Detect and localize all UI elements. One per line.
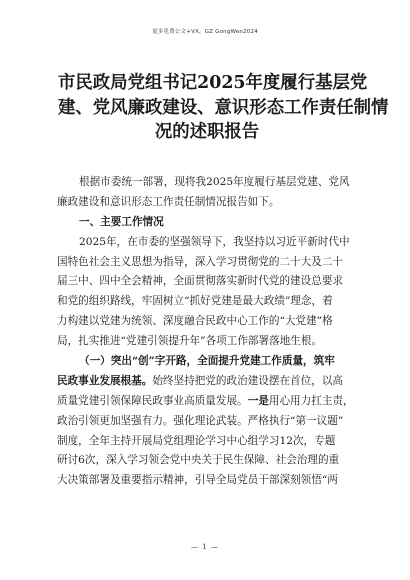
- subsection-1-line-2-text: 始终坚持把党的政治建设摆在首位，以高: [152, 374, 344, 387]
- paragraph-overview-line-4: 和党的组织路线，牢固树立“抓好党建是最大政绩”理念，着: [57, 295, 333, 308]
- subsection-heading-1-end: 民政事业发展根基。: [57, 374, 153, 387]
- subsection-1-line-7: 大决策部署及重要指示精神，引导全局党员干部深刻领悟“两: [57, 474, 338, 487]
- page-number: — 1 —: [191, 543, 219, 551]
- page-header-watermark: 更多免费公文+VX，GZ GongWen2024: [152, 29, 258, 35]
- paragraph-overview-line-2: 国特色社会主义思想为指导，深入学习贯彻党的二十大及二十: [57, 255, 344, 268]
- title-line-2: 建、党风廉政建设、意识形态工作责任制情: [58, 97, 389, 118]
- subsection-1-line-4: 政治引领更加坚强有力。强化理论武装。严格执行“第一议题”: [57, 414, 344, 427]
- subsection-1-line-6: 研讨6次，深入学习领会党中央关于民生保障、社会治理的重: [57, 454, 340, 467]
- subsection-heading-1: （一）突出“创”字开路，全面提升党建工作质量，筑牢: [79, 355, 335, 368]
- subsection-1-line-3-text: 质量党建引领保障民政事业高质量发展。: [57, 394, 248, 407]
- paragraph-overview-line-3: 届三中、四中全会精神，全面贯彻落实新时代党的建设总要求: [57, 275, 344, 288]
- title-line-1: 市民政局党组书记2025年度履行基层党: [58, 73, 368, 93]
- title-line-3: 况的述职报告: [154, 122, 260, 142]
- subsection-1-line-3: [57, 392, 359, 412]
- paragraph-intro-line-1: 根据市委统一部署，现将我2025年度履行基层党建、党风: [79, 176, 350, 188]
- point-one-text: 用心用力扛主责，: [268, 394, 354, 407]
- paragraph-overview-line-6: 局，扎实推进“党建引领提升年”各项工作部署落地生根。: [57, 335, 323, 348]
- subsection-1-line-2: [57, 372, 359, 392]
- document-title: [58, 71, 389, 145]
- paragraph-overview-line-1: 2025年，在市委的坚强领导下，我坚持以习近平新时代中: [79, 235, 350, 248]
- subsection-1-line-5: 制度，全年主持开展局党组理论学习中心组学习12次，专题: [57, 434, 336, 447]
- paragraph-overview-line-5: 力构建以党建为统领、深度融合民政中心工作的“大党建”格: [57, 315, 333, 328]
- paragraph-intro-line-2: 廉政建设和意识形态工作责任制情况报告如下。: [57, 195, 280, 208]
- point-one-label: 一是: [247, 394, 269, 407]
- document-body: [57, 173, 359, 491]
- section-heading-1: 一、主要工作情况: [79, 215, 164, 228]
